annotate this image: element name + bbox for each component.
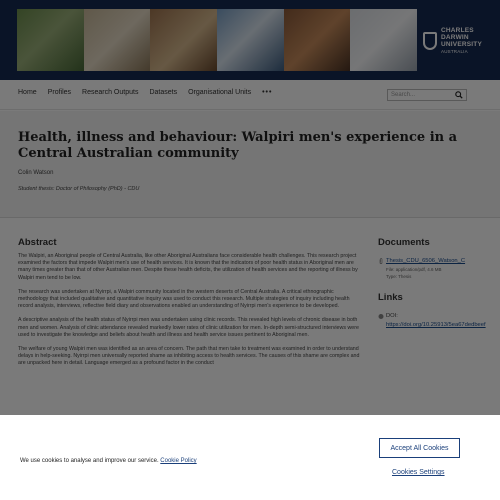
cookie-message xyxy=(20,458,197,464)
cookie-policy-link[interactable]: Cookie Policy xyxy=(160,458,197,464)
cookie-text: We use cookies to analyse and improve our service. xyxy=(20,458,159,464)
accept-all-cookies-button[interactable]: Accept All Cookies xyxy=(379,438,460,458)
cookies-settings-link[interactable]: Cookies Settings xyxy=(392,469,445,476)
